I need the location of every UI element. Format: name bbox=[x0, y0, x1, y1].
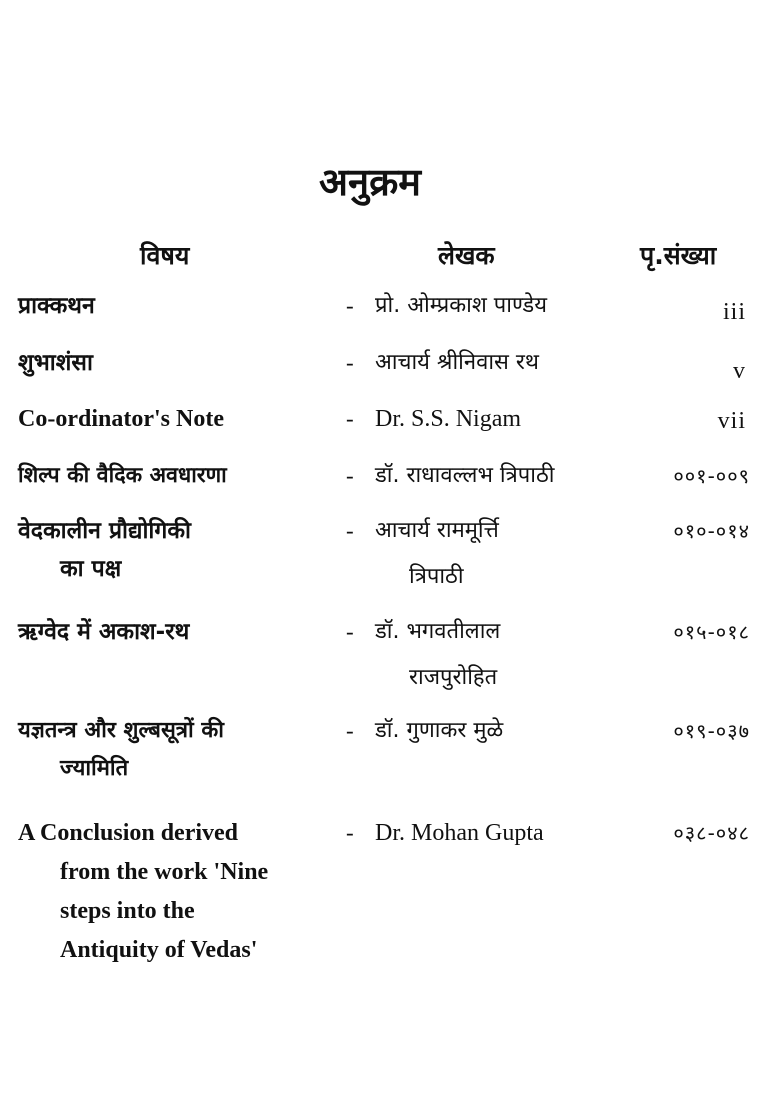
entry-subject-continuation: का पक्ष bbox=[60, 556, 122, 582]
entry-author bbox=[375, 508, 625, 600]
entry-dash: - bbox=[346, 820, 354, 845]
entry-pages: ०१५-०१८ bbox=[673, 620, 750, 644]
entry-author: डॉ. राधावल्लभ त्रिपाठी bbox=[375, 463, 555, 488]
entry-pages: ०१०-०१४ bbox=[673, 519, 750, 543]
entry-author bbox=[375, 609, 625, 701]
entry-subject bbox=[18, 814, 338, 970]
entry-pages: vii bbox=[717, 408, 746, 434]
entry-subject: शुभाशंसा bbox=[18, 350, 93, 376]
entry-dash: - bbox=[346, 350, 354, 375]
entry-subject-continuation: from the work 'Nine bbox=[60, 859, 269, 885]
entry-dash: - bbox=[346, 463, 354, 488]
column-header-author: लेखक bbox=[438, 241, 495, 270]
entry-pages: v bbox=[733, 358, 746, 384]
entry-pages: ००१-००९ bbox=[673, 464, 750, 488]
entry-author-continuation: त्रिपाठी bbox=[409, 564, 464, 589]
entry-author: आचार्य श्रीनिवास रथ bbox=[375, 350, 539, 375]
entry-subject-line: वेदकालीन प्रौद्योगिकी bbox=[18, 518, 191, 544]
entry-author: डॉ. गुणाकर मुळे bbox=[375, 718, 504, 743]
entry-author: Dr. Mohan Gupta bbox=[375, 820, 544, 846]
entry-dash: - bbox=[346, 518, 354, 543]
entry-subject-continuation: ज्यामिति bbox=[60, 756, 129, 781]
entry-subject-line: यज्ञतन्त्र और शुल्बसूत्रों की bbox=[18, 718, 224, 743]
entry-subject bbox=[18, 712, 338, 788]
entry-subject: प्राक्कथन bbox=[18, 293, 95, 319]
entry-subject-continuation: Antiquity of Vedas' bbox=[60, 937, 258, 963]
entry-author-continuation: राजपुरोहित bbox=[409, 665, 498, 690]
column-header-page: पृ.संख्या bbox=[640, 241, 717, 270]
entry-subject-continuation: steps into the bbox=[60, 898, 195, 924]
entry-author: Dr. S.S. Nigam bbox=[375, 406, 522, 432]
entry-author-line: डॉ. भगवतीलाल bbox=[375, 619, 501, 644]
column-header-subject: विषय bbox=[140, 241, 190, 270]
entry-subject: Co-ordinator's Note bbox=[18, 406, 224, 432]
entry-dash: - bbox=[346, 406, 354, 431]
entry-subject-line: A Conclusion derived bbox=[18, 820, 239, 846]
entry-pages: ०१९-०३७ bbox=[673, 719, 750, 743]
entry-author-line: आचार्य राममूर्त्ति bbox=[375, 518, 499, 543]
page-title: अनुक्रम bbox=[318, 160, 422, 204]
entry-dash: - bbox=[346, 718, 354, 743]
entry-author: प्रो. ओम्प्रकाश पाण्डेय bbox=[375, 293, 547, 318]
entry-pages: iii bbox=[722, 299, 746, 325]
entry-subject: ऋग्वेद में अकाश-रथ bbox=[18, 619, 190, 645]
entry-dash: - bbox=[346, 293, 354, 318]
entry-subject bbox=[18, 512, 338, 588]
entry-pages: ०३८-०४८ bbox=[673, 821, 750, 845]
entry-subject: शिल्प की वैदिक अवधारणा bbox=[18, 463, 227, 488]
entry-dash: - bbox=[346, 619, 354, 644]
